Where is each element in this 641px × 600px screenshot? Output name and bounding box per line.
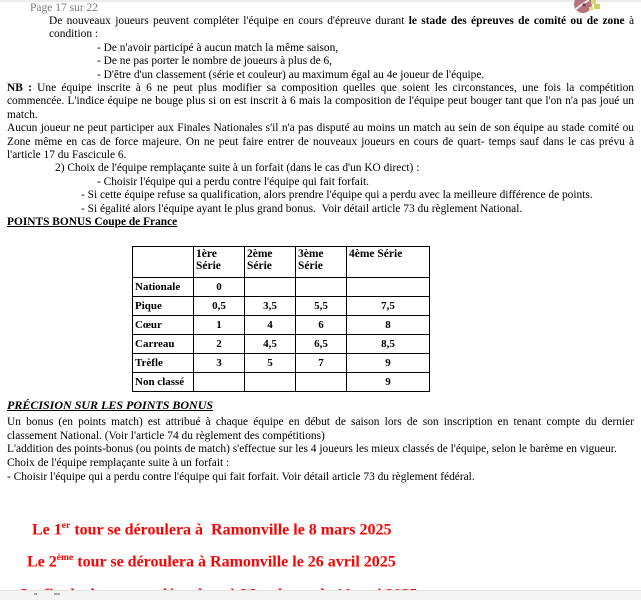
bonus-table-container — [132, 246, 430, 392]
bonus-value: 4,5 — [245, 335, 296, 354]
condition-bullet: - D'être d'un classement (série et couleur) au maximum égal au 4e joueur de l'équipe. — [97, 68, 485, 81]
table-row — [133, 335, 430, 354]
bonus-value: 6 — [296, 316, 347, 335]
table-header-cell — [133, 247, 194, 278]
table-header-cell: 1ère Série — [194, 247, 245, 278]
choix-bullet: - Si égalité alors l'équipe ayant le plus grand bonus. Voir détail article 73 du règlement National. — [81, 202, 523, 215]
row-label: Cœur — [133, 316, 194, 335]
bonus-value — [347, 278, 430, 297]
bonus-value — [245, 373, 296, 392]
condition-bullet: - De ne pas porter le nombre de joueurs à plus de 6, — [97, 55, 333, 68]
intro-bold-text: le stade des épreuves de comité ou de zone — [408, 15, 625, 27]
next-page-text-fragment — [34, 593, 37, 595]
bonus-value: 4 — [245, 316, 296, 335]
table-header-cell: 4ème Série — [347, 247, 430, 278]
bonus-value: 3,5 — [245, 297, 296, 316]
precision-paragraph: Un bonus (en points match) est attribué à chaque équipe en début de saison lors de son inscription en tenant compte du dernier classement National. (Voir l'article 74 du règlement des compétitions) — [7, 415, 634, 442]
table-header-cell: 2ème Série — [245, 247, 296, 278]
bonus-value: 8 — [347, 316, 430, 335]
announcement-text: tour se déroulera à Ramonville le 26 avril 2025 — [73, 553, 396, 571]
choix-bullet: - Choisir l'équipe qui a perdu contre l'équipe qui fait forfait. — [97, 175, 370, 188]
row-label: Nationale — [133, 278, 194, 297]
table-row — [133, 278, 430, 297]
bonus-value: 2 — [194, 335, 245, 354]
choix-heading: 2) Choix de l'équipe remplaçante suite à un forfait (dans le cas d'un KO direct) : — [55, 162, 420, 175]
bonus-value: 7 — [296, 354, 347, 373]
bonus-value — [296, 373, 347, 392]
announcement-line — [0, 516, 641, 540]
bonus-value: 5,5 — [296, 297, 347, 316]
row-label: Carreau — [133, 335, 194, 354]
bonus-value: 0,5 — [194, 297, 245, 316]
tour-announcements — [0, 516, 641, 600]
intro-condition-text: à condition : — [49, 15, 634, 41]
precision-section — [7, 399, 634, 485]
bonus-value: 6,5 — [296, 335, 347, 354]
nb-label: NB : — [7, 82, 32, 95]
nb-paragraph — [7, 82, 634, 122]
table-header-cell: 3ème Série — [296, 247, 347, 278]
bonus-value — [194, 373, 245, 392]
nb-text: Une équipe inscrite à 6 ne peut plus modifier sa composition quelles que soient les circonstances, une fois la compétition commencée. L'indice équipe ne bouge plus si on est inscrit à 6 mais la composition de l'équipe peut bouger tant que l'on n'a pas joué un match. — [7, 82, 635, 121]
federation-logo-graphic — [574, 0, 603, 13]
announcement-text: tour se déroulera à Ramonville le 8 mars 2025 — [70, 521, 392, 539]
main-text-block — [7, 15, 634, 230]
precision-title: PRÉCISION SUR LES POINTS BONUS — [7, 398, 214, 412]
bonus-value: 0 — [194, 278, 245, 297]
announcement-ordinal: er — [61, 520, 71, 531]
bonus-value: 9 — [347, 354, 430, 373]
row-label: Non classé — [133, 373, 194, 392]
intro-text: De nouveaux joueurs peuvent compléter l'équipe en cours d'épreuve durant — [49, 15, 409, 27]
next-page-gap — [0, 590, 641, 600]
announcement-text: Le 1 — [32, 521, 62, 539]
next-page-text-fragment — [54, 593, 60, 595]
bonus-value: 8,5 — [347, 335, 430, 354]
bonus-value: 5 — [245, 354, 296, 373]
table-header-row — [133, 247, 430, 278]
choix-bullet: - Si cette équipe refuse sa qualification, alors prendre l'équipe qui a perdu avec la meilleure différence de points. — [81, 189, 593, 202]
condition-bullet: - De n'avoir participé à aucun match la même saison, — [97, 41, 339, 54]
announcement-text: Le 2 — [27, 553, 57, 571]
precision-paragraph: L'addition des points-bonus (ou points de match) s'effectue sur les 4 joueurs les mieux classés de l'équipe, selon le barème en vigueur. — [7, 443, 617, 456]
table-row — [133, 354, 430, 373]
row-label: Pique — [133, 297, 194, 316]
bonus-value — [296, 278, 347, 297]
points-bonus-table — [132, 246, 430, 392]
finales-paragraph: Aucun joueur ne peut participer aux Finales Nationales s'il n'a pas disputé au moins un match au sein de son équipe au stade comité ou Zone même en cas de force majeure. On ne peut faire entrer de nouveaux joueurs en cours de quart- temps sauf dans le cas prévu à l'article 17 du Fascicule 6. — [7, 122, 634, 162]
bonus-value: 9 — [347, 373, 430, 392]
table-row — [133, 373, 430, 392]
precision-paragraph: - Choisir l'équipe qui a perdu contre l'équipe qui fait forfait. Voir détail article 73 du règlement fédéral. — [7, 470, 475, 483]
bonus-value — [245, 278, 296, 297]
precision-paragraph: Choix de l'équipe remplaçante suite à un forfait : — [7, 457, 230, 470]
table-row — [133, 297, 430, 316]
intro-paragraph — [49, 15, 634, 42]
federation-logo-icon — [574, 0, 603, 13]
announcement-ordinal: ème — [56, 552, 74, 564]
bonus-value: 7,5 — [347, 297, 430, 316]
bonus-value: 1 — [194, 316, 245, 335]
row-label: Trèfle — [133, 354, 194, 373]
bonus-value: 3 — [194, 354, 245, 373]
announcement-line — [0, 548, 641, 572]
page-number-label: Page 17 sur 22 — [30, 2, 99, 14]
table-row — [133, 316, 430, 335]
bonus-table-title: POINTS BONUS Coupe de France — [7, 216, 178, 229]
